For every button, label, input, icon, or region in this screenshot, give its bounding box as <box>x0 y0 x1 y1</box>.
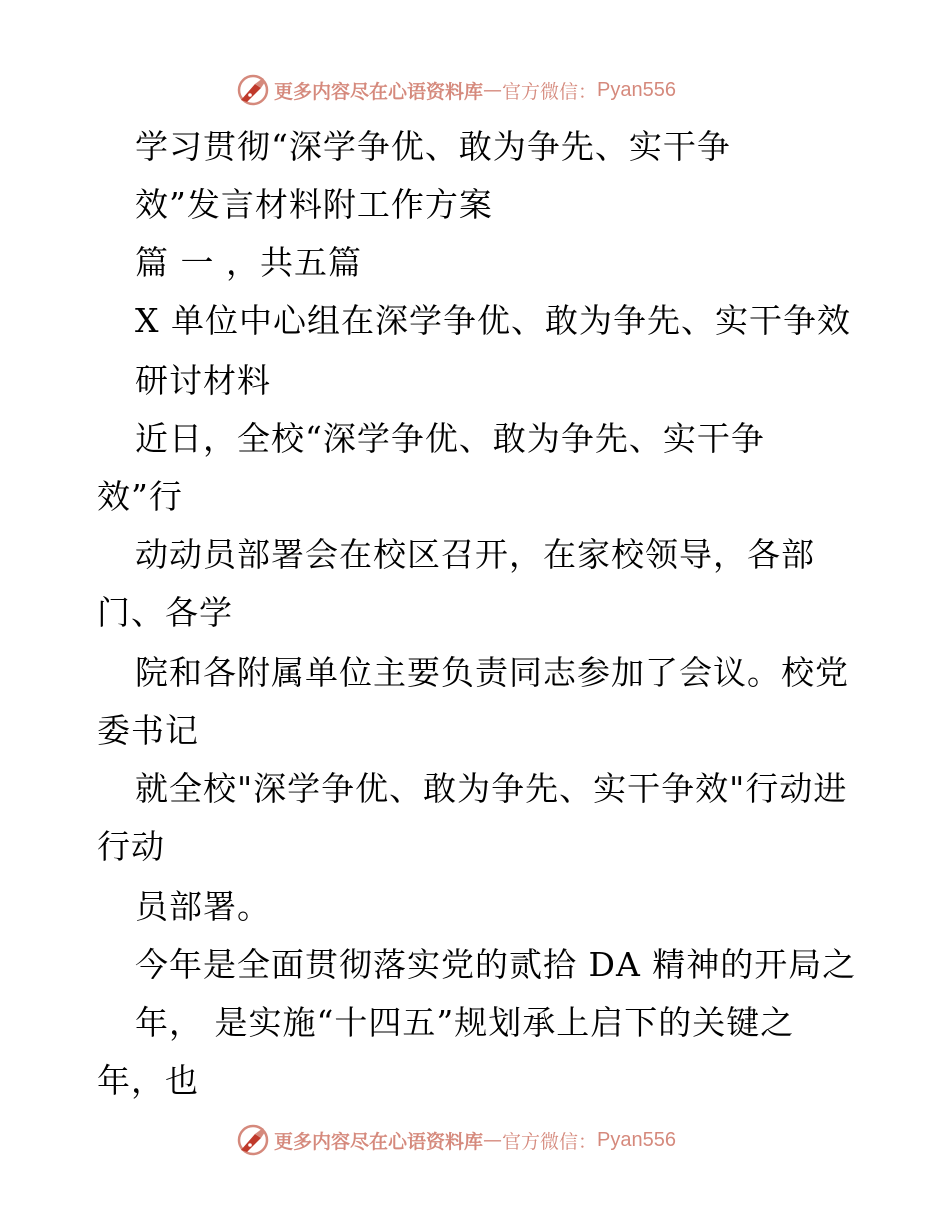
body-line: 员部署。 <box>135 887 271 926</box>
section-heading: 篇 一 ，共五篇 <box>135 243 362 282</box>
body-line: 委书记 <box>97 711 199 750</box>
body-line: 近日，全校“深学争优、敢为争先、实干争 <box>135 419 765 458</box>
watermark-wechat-label: 官方微信： <box>502 80 598 103</box>
subtitle-line-2: 研讨材料 <box>135 361 271 400</box>
body-line: 就全校"深学争优、敢为争先、实干争效"行动进 <box>135 769 848 808</box>
body-line: 年，也 <box>97 1061 199 1100</box>
watermark-separator: — <box>483 1129 503 1151</box>
footer-watermark <box>236 1122 676 1158</box>
watermark-separator: — <box>483 79 503 101</box>
watermark-wechat-label: 官方微信： <box>502 1130 598 1153</box>
watermark-main-text: 更多内容尽在心语资料库 <box>274 80 484 103</box>
body-line: 院和各附属单位主要负责同志参加了会议。校党 <box>135 653 849 692</box>
watermark-main-text: 更多内容尽在心语资料库 <box>274 1130 484 1153</box>
body-line: 效”行 <box>97 477 183 516</box>
body-line: 门、各学 <box>97 593 233 632</box>
body-line: 动动员部署会在校区召开，在家校领导，各部 <box>135 535 815 574</box>
body-line: 行动 <box>97 827 165 866</box>
watermark-wechat-id: Pyan556 <box>597 78 676 101</box>
body-line: 年， 是实施“十四五”规划承上启下的关键之 <box>135 1003 795 1042</box>
title-line-1: 学习贯彻“深学争优、敢为争先、实干争 <box>135 127 731 166</box>
watermark-wechat-id: Pyan556 <box>597 1128 676 1151</box>
subtitle-line-1: X 单位中心组在深学争优、敢为争先、实干争效 <box>135 301 851 340</box>
title-line-2: 效”发言材料附工作方案 <box>135 185 493 224</box>
body-line: 今年是全面贯彻落实党的贰拾 DA 精神的开局之 <box>135 945 857 984</box>
pen-nib-circle-logo-icon <box>236 1123 270 1157</box>
